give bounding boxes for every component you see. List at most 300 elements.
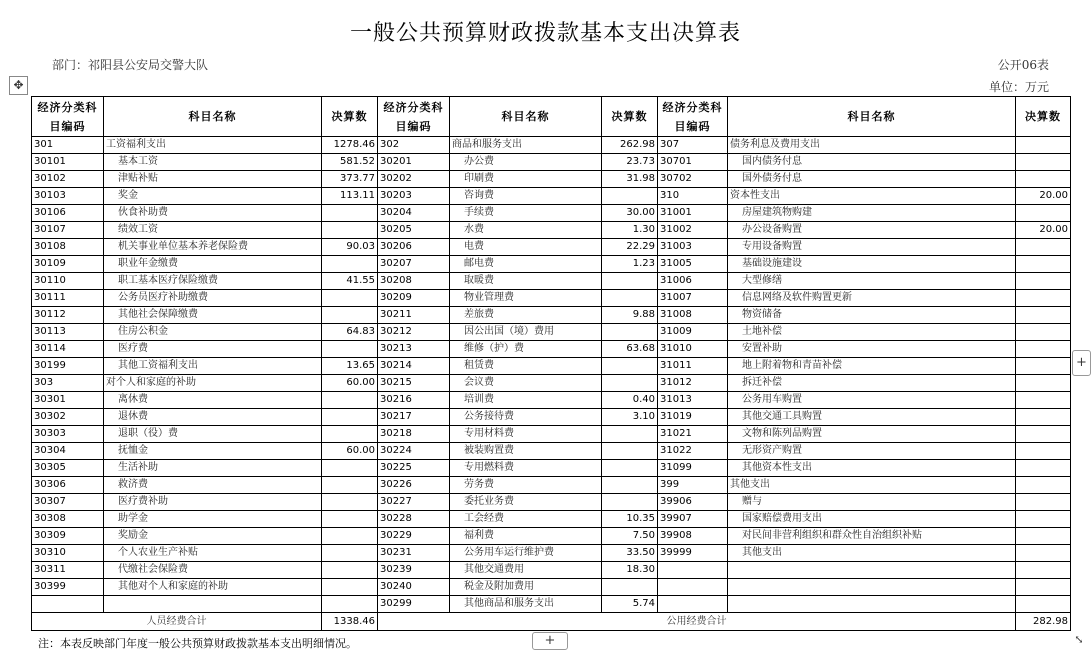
cell-code: 30228	[378, 511, 450, 528]
cell-amount: 0.40	[602, 392, 658, 409]
cell-code: 30306	[32, 477, 104, 494]
cell-amount: 10.35	[602, 511, 658, 528]
cell-code: 30212	[378, 324, 450, 341]
table-row	[32, 443, 1071, 460]
cell-amount	[1016, 307, 1071, 324]
cell-amount: 581.52	[322, 154, 378, 171]
public-total-label: 公用经费合计	[378, 613, 1016, 631]
cell-name: 公务员医疗补助缴费	[104, 290, 322, 307]
cell-amount: 33.50	[602, 545, 658, 562]
cell-code	[32, 596, 104, 613]
cell-amount	[1016, 596, 1071, 613]
cell-name: 国内债务付息	[728, 154, 1016, 171]
cell-name: 安置补助	[728, 341, 1016, 358]
unit-label: 单位：万元	[988, 80, 1049, 94]
cell-code: 30227	[378, 494, 450, 511]
cell-code: 39906	[658, 494, 728, 511]
cell-code: 30310	[32, 545, 104, 562]
cell-amount: 373.77	[322, 171, 378, 188]
cell-amount	[1016, 154, 1071, 171]
header-amount-2: 决算数	[602, 97, 658, 137]
cell-amount	[1016, 426, 1071, 443]
cell-code: 30231	[378, 545, 450, 562]
cell-amount	[322, 460, 378, 477]
cell-code: 30112	[32, 307, 104, 324]
cell-name: 国家赔偿费用支出	[728, 511, 1016, 528]
cell-code: 30217	[378, 409, 450, 426]
cell-amount	[602, 426, 658, 443]
table-row	[32, 545, 1071, 562]
cell-code: 31019	[658, 409, 728, 426]
cell-code: 39908	[658, 528, 728, 545]
table-body	[32, 137, 1071, 613]
cell-amount	[322, 222, 378, 239]
cell-amount: 30.00	[602, 205, 658, 222]
cell-code: 30204	[378, 205, 450, 222]
cell-amount	[322, 392, 378, 409]
cell-code: 30111	[32, 290, 104, 307]
cell-name: 咨询费	[450, 188, 602, 205]
cell-amount: 63.68	[602, 341, 658, 358]
cell-name: 物资储备	[728, 307, 1016, 324]
cell-amount	[322, 494, 378, 511]
cell-code: 30302	[32, 409, 104, 426]
cell-amount	[1016, 358, 1071, 375]
cell-amount: 13.65	[322, 358, 378, 375]
table-row	[32, 596, 1071, 613]
cell-code: 30101	[32, 154, 104, 171]
cell-name: 抚恤金	[104, 443, 322, 460]
table-row	[32, 426, 1071, 443]
cell-name	[728, 579, 1016, 596]
cell-code: 301	[32, 137, 104, 154]
cell-code: 30216	[378, 392, 450, 409]
cell-amount: 1.30	[602, 222, 658, 239]
cell-amount: 31.98	[602, 171, 658, 188]
cell-code: 31022	[658, 443, 728, 460]
cell-code: 31009	[658, 324, 728, 341]
cell-name: 退休费	[104, 409, 322, 426]
cell-amount	[322, 528, 378, 545]
cell-name: 会议费	[450, 375, 602, 392]
cell-amount	[1016, 341, 1071, 358]
cell-amount	[602, 494, 658, 511]
cell-code: 30103	[32, 188, 104, 205]
cell-amount: 262.98	[602, 137, 658, 154]
cell-name: 津贴补贴	[104, 171, 322, 188]
header-name-2: 科目名称	[450, 97, 602, 137]
cell-name: 福利费	[450, 528, 602, 545]
cell-name: 对个人和家庭的补助	[104, 375, 322, 392]
cell-amount	[602, 324, 658, 341]
cell-code: 30311	[32, 562, 104, 579]
cell-code: 30215	[378, 375, 450, 392]
cell-code: 31010	[658, 341, 728, 358]
cell-code: 30110	[32, 273, 104, 290]
cell-name: 办公费	[450, 154, 602, 171]
cell-name: 其他社会保障缴费	[104, 307, 322, 324]
cell-amount: 60.00	[322, 443, 378, 460]
cell-code: 30106	[32, 205, 104, 222]
table-row	[32, 188, 1071, 205]
cell-name: 专用设备购置	[728, 239, 1016, 256]
table-move-handle-icon[interactable]: ✥	[9, 76, 28, 95]
table-row	[32, 324, 1071, 341]
cell-amount	[1016, 375, 1071, 392]
resize-handle-icon[interactable]: ⤡	[1074, 633, 1084, 646]
header-code-3: 经济分类科目编码	[658, 97, 728, 137]
cell-amount: 5.74	[602, 596, 658, 613]
cell-code: 30211	[378, 307, 450, 324]
cell-code: 30201	[378, 154, 450, 171]
header-amount-1: 决算数	[322, 97, 378, 137]
cell-name: 公务接待费	[450, 409, 602, 426]
cell-name: 其他交通工具购置	[728, 409, 1016, 426]
cell-code: 31012	[658, 375, 728, 392]
cell-code: 307	[658, 137, 728, 154]
cell-amount	[602, 579, 658, 596]
cell-code: 30303	[32, 426, 104, 443]
cell-name: 物业管理费	[450, 290, 602, 307]
cell-name: 个人农业生产补贴	[104, 545, 322, 562]
cell-name: 职工基本医疗保险缴费	[104, 273, 322, 290]
table-row	[32, 477, 1071, 494]
cell-name: 地上附着物和青苗补偿	[728, 358, 1016, 375]
cell-amount	[1016, 494, 1071, 511]
cell-amount	[322, 426, 378, 443]
header-name-1: 科目名称	[104, 97, 322, 137]
cell-name: 土地补偿	[728, 324, 1016, 341]
cell-amount	[322, 545, 378, 562]
cell-code: 30208	[378, 273, 450, 290]
table-row	[32, 171, 1071, 188]
cell-name: 信息网络及软件购置更新	[728, 290, 1016, 307]
cell-name: 医疗费	[104, 341, 322, 358]
cell-code: 30213	[378, 341, 450, 358]
cell-code: 30214	[378, 358, 450, 375]
table-row	[32, 273, 1071, 290]
cell-name: 办公设备购置	[728, 222, 1016, 239]
cell-code: 31007	[658, 290, 728, 307]
cell-code: 30113	[32, 324, 104, 341]
cell-name	[104, 596, 322, 613]
expenditure-table	[31, 96, 1071, 631]
cell-amount	[1016, 137, 1071, 154]
cell-name: 其他交通费用	[450, 562, 602, 579]
cell-code: 30205	[378, 222, 450, 239]
cell-name: 文物和陈列品购置	[728, 426, 1016, 443]
cell-amount	[1016, 392, 1071, 409]
add-row-button[interactable]: +	[532, 632, 568, 650]
cell-amount	[602, 477, 658, 494]
cell-amount	[1016, 239, 1071, 256]
cell-amount	[602, 358, 658, 375]
cell-code: 31021	[658, 426, 728, 443]
cell-amount	[602, 273, 658, 290]
cell-code: 30307	[32, 494, 104, 511]
cell-amount	[322, 290, 378, 307]
cell-name: 住房公积金	[104, 324, 322, 341]
cell-code: 30202	[378, 171, 450, 188]
cell-code: 399	[658, 477, 728, 494]
cell-code: 30229	[378, 528, 450, 545]
cell-code: 31001	[658, 205, 728, 222]
cell-name: 伙食补助费	[104, 205, 322, 222]
cell-amount	[1016, 290, 1071, 307]
cell-code: 30108	[32, 239, 104, 256]
table-row	[32, 137, 1071, 154]
cell-amount	[1016, 579, 1071, 596]
header-code-1: 经济分类科目编码	[32, 97, 104, 137]
table-row	[32, 222, 1071, 239]
cell-name: 手续费	[450, 205, 602, 222]
personnel-total-value: 1338.46	[322, 613, 378, 631]
cell-name: 大型修缮	[728, 273, 1016, 290]
cell-amount	[322, 205, 378, 222]
table-row	[32, 290, 1071, 307]
cell-name: 助学金	[104, 511, 322, 528]
cell-amount: 18.30	[602, 562, 658, 579]
cell-amount	[322, 477, 378, 494]
cell-amount	[1016, 528, 1071, 545]
table-row	[32, 494, 1071, 511]
cell-amount	[602, 188, 658, 205]
cell-amount: 23.73	[602, 154, 658, 171]
cell-amount	[602, 460, 658, 477]
cell-amount	[322, 341, 378, 358]
cell-name: 公务用车购置	[728, 392, 1016, 409]
cell-amount	[1016, 205, 1071, 222]
public-total-value: 282.98	[1016, 613, 1071, 631]
table-row	[32, 341, 1071, 358]
cell-code: 302	[378, 137, 450, 154]
header-code-2: 经济分类科目编码	[378, 97, 450, 137]
cell-name: 维修（护）费	[450, 341, 602, 358]
cell-name: 对民间非营利组织和群众性自治组织补贴	[728, 528, 1016, 545]
cell-amount	[322, 562, 378, 579]
cell-code: 31005	[658, 256, 728, 273]
cell-amount: 22.29	[602, 239, 658, 256]
cell-name: 其他对个人和家庭的补助	[104, 579, 322, 596]
cell-name: 职业年金缴费	[104, 256, 322, 273]
cell-name: 电费	[450, 239, 602, 256]
cell-code	[658, 579, 728, 596]
cell-amount	[602, 375, 658, 392]
personnel-total-label: 人员经费合计	[32, 613, 322, 631]
table-row	[32, 239, 1071, 256]
cell-amount	[1016, 460, 1071, 477]
cell-amount: 3.10	[602, 409, 658, 426]
cell-name: 基础设施建设	[728, 256, 1016, 273]
cell-name: 专用材料费	[450, 426, 602, 443]
cell-amount: 20.00	[1016, 188, 1071, 205]
cell-code: 30701	[658, 154, 728, 171]
cell-code: 30305	[32, 460, 104, 477]
cell-amount: 41.55	[322, 273, 378, 290]
cell-code: 31006	[658, 273, 728, 290]
cell-code: 30224	[378, 443, 450, 460]
cell-name: 其他支出	[728, 477, 1016, 494]
cell-name: 邮电费	[450, 256, 602, 273]
cell-name: 基本工资	[104, 154, 322, 171]
cell-amount	[322, 596, 378, 613]
cell-name: 救济费	[104, 477, 322, 494]
cell-code: 31008	[658, 307, 728, 324]
cell-code: 30218	[378, 426, 450, 443]
cell-name: 资本性支出	[728, 188, 1016, 205]
cell-name: 因公出国（境）费用	[450, 324, 602, 341]
cell-code: 31003	[658, 239, 728, 256]
cell-amount	[1016, 443, 1071, 460]
cell-name: 其他工资福利支出	[104, 358, 322, 375]
table-row	[32, 562, 1071, 579]
cell-name: 奖励金	[104, 528, 322, 545]
cell-name: 其他支出	[728, 545, 1016, 562]
cell-code	[658, 596, 728, 613]
cell-code: 30199	[32, 358, 104, 375]
cell-name: 印刷费	[450, 171, 602, 188]
table-row	[32, 460, 1071, 477]
cell-amount	[1016, 324, 1071, 341]
cell-code: 30206	[378, 239, 450, 256]
cell-name: 被装购置费	[450, 443, 602, 460]
cell-code: 30209	[378, 290, 450, 307]
cell-code: 30109	[32, 256, 104, 273]
cell-amount: 60.00	[322, 375, 378, 392]
totals-row	[32, 613, 1071, 631]
cell-name: 其他商品和服务支出	[450, 596, 602, 613]
table-row	[32, 375, 1071, 392]
cell-amount	[1016, 409, 1071, 426]
cell-code: 30301	[32, 392, 104, 409]
header-amount-3: 决算数	[1016, 97, 1071, 137]
cell-name: 租赁费	[450, 358, 602, 375]
table-row	[32, 528, 1071, 545]
cell-name: 机关事业单位基本养老保险费	[104, 239, 322, 256]
cell-name: 房屋建筑物购建	[728, 205, 1016, 222]
cell-code: 30399	[32, 579, 104, 596]
cell-code: 30225	[378, 460, 450, 477]
cell-name: 水费	[450, 222, 602, 239]
cell-amount	[1016, 562, 1071, 579]
table-row	[32, 307, 1071, 324]
form-number: 公开06表	[997, 58, 1049, 72]
cell-code: 30226	[378, 477, 450, 494]
table-row	[32, 392, 1071, 409]
cell-amount	[322, 511, 378, 528]
cell-code: 30102	[32, 171, 104, 188]
cell-amount	[1016, 171, 1071, 188]
cell-code: 30107	[32, 222, 104, 239]
cell-amount	[1016, 511, 1071, 528]
cell-name: 退职（役）费	[104, 426, 322, 443]
cell-amount: 113.11	[322, 188, 378, 205]
cell-name: 委托业务费	[450, 494, 602, 511]
cell-name: 商品和服务支出	[450, 137, 602, 154]
cell-code: 39907	[658, 511, 728, 528]
cell-amount	[322, 409, 378, 426]
cell-amount: 90.03	[322, 239, 378, 256]
cell-amount	[1016, 545, 1071, 562]
cell-code	[658, 562, 728, 579]
table-row	[32, 205, 1071, 222]
cell-code: 30239	[378, 562, 450, 579]
table-row	[32, 358, 1071, 375]
cell-amount	[602, 443, 658, 460]
cell-code: 303	[32, 375, 104, 392]
cell-code: 30308	[32, 511, 104, 528]
cell-amount	[322, 256, 378, 273]
cell-name: 国外债务付息	[728, 171, 1016, 188]
cell-name: 专用燃料费	[450, 460, 602, 477]
cell-code: 30702	[658, 171, 728, 188]
cell-code: 31099	[658, 460, 728, 477]
add-column-button[interactable]: +	[1072, 350, 1091, 376]
cell-amount: 9.88	[602, 307, 658, 324]
cell-name: 医疗费补助	[104, 494, 322, 511]
cell-name: 代缴社会保险费	[104, 562, 322, 579]
cell-name	[728, 562, 1016, 579]
cell-amount: 64.83	[322, 324, 378, 341]
cell-code: 30203	[378, 188, 450, 205]
cell-name: 工资福利支出	[104, 137, 322, 154]
cell-name: 绩效工资	[104, 222, 322, 239]
cell-name: 税金及附加费用	[450, 579, 602, 596]
table-header-row	[32, 97, 1071, 137]
cell-amount	[322, 307, 378, 324]
cell-amount	[602, 290, 658, 307]
cell-amount: 7.50	[602, 528, 658, 545]
cell-code: 30309	[32, 528, 104, 545]
cell-name: 赠与	[728, 494, 1016, 511]
footnote: 注：本表反映部门年度一般公共预算财政拨款基本支出明细情况。	[38, 637, 357, 650]
cell-code: 30299	[378, 596, 450, 613]
page-title: 一般公共预算财政拨款基本支出决算表	[349, 21, 741, 46]
cell-name: 劳务费	[450, 477, 602, 494]
cell-code: 31013	[658, 392, 728, 409]
cell-name: 生活补助	[104, 460, 322, 477]
table-row	[32, 409, 1071, 426]
table-row	[32, 579, 1071, 596]
cell-name: 离休费	[104, 392, 322, 409]
cell-name: 奖金	[104, 188, 322, 205]
cell-code: 31002	[658, 222, 728, 239]
cell-amount	[1016, 256, 1071, 273]
cell-code: 39999	[658, 545, 728, 562]
cell-name: 债务利息及费用支出	[728, 137, 1016, 154]
cell-amount	[1016, 477, 1071, 494]
cell-name: 无形资产购置	[728, 443, 1016, 460]
cell-name: 公务用车运行维护费	[450, 545, 602, 562]
cell-code: 310	[658, 188, 728, 205]
cell-code: 31011	[658, 358, 728, 375]
cell-amount	[322, 579, 378, 596]
cell-name: 其他资本性支出	[728, 460, 1016, 477]
cell-name: 拆迁补偿	[728, 375, 1016, 392]
cell-amount: 1.23	[602, 256, 658, 273]
cell-name: 培训费	[450, 392, 602, 409]
cell-name	[728, 596, 1016, 613]
cell-name: 差旅费	[450, 307, 602, 324]
header-name-3: 科目名称	[728, 97, 1016, 137]
cell-code: 30304	[32, 443, 104, 460]
table-row	[32, 256, 1071, 273]
cell-name: 取暖费	[450, 273, 602, 290]
cell-code: 30114	[32, 341, 104, 358]
cell-amount: 1278.46	[322, 137, 378, 154]
cell-code: 30207	[378, 256, 450, 273]
table-row	[32, 511, 1071, 528]
